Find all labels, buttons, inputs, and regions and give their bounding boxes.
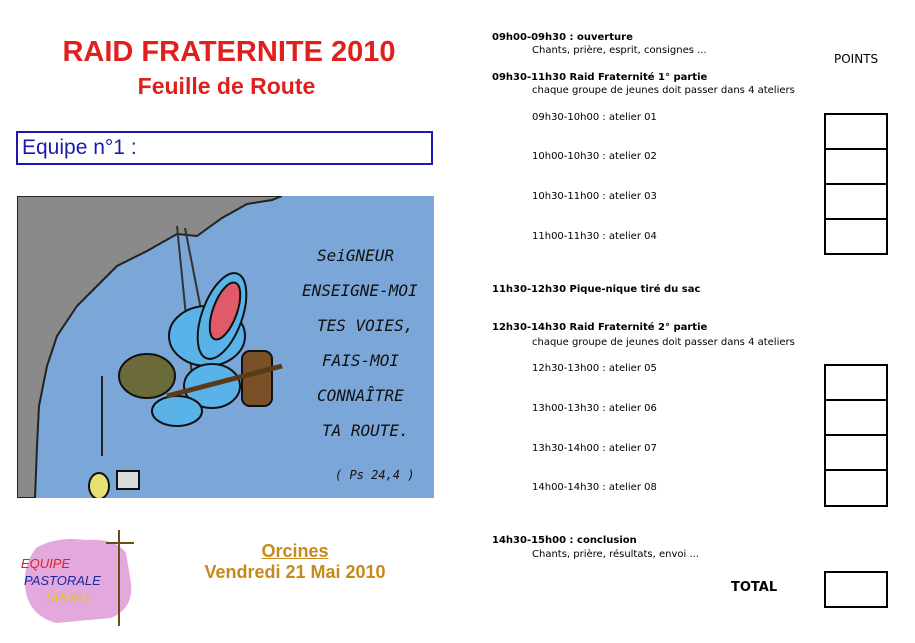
schedule-part1-desc: chaque groupe de jeunes doit passer dans 4 ateliers: [532, 85, 795, 96]
logo-text-equipe: EQUIPE: [21, 556, 71, 571]
cartoon-reference: ( Ps 24,4 ): [335, 468, 415, 482]
event-date: Vendredi 21 Mai 2010: [204, 562, 386, 582]
points-box-atelier-07[interactable]: [824, 434, 888, 471]
atelier-row: 10h30-11h00 : atelier 03: [532, 191, 657, 202]
schedule-opening-desc: Chants, prière, esprit, consignes ...: [532, 45, 707, 56]
points-header: POINTS: [834, 52, 879, 66]
points-box-atelier-03[interactable]: [824, 183, 888, 220]
team-field[interactable]: Equipe n°1 :: [16, 131, 433, 165]
page-title: RAID FRATERNITE 2010: [62, 36, 396, 68]
schedule-part1-time: 09h30-11h30 Raid Fraternité 1° partie: [492, 72, 708, 83]
schedule-conclusion-time: 14h30-15h00 : conclusion: [492, 535, 637, 546]
points-box-atelier-04[interactable]: [824, 218, 888, 255]
atelier-row: 11h00-11h30 : atelier 04: [532, 231, 657, 242]
schedule-lunch-time: 11h30-12h30 Pique-nique tiré du sac: [492, 284, 701, 295]
atelier-row: 09h30-10h00 : atelier 01: [532, 112, 657, 123]
schedule-part2-time: 12h30-14h30 Raid Fraternité 2° partie: [492, 322, 708, 333]
cartoon-illustration: [17, 196, 434, 498]
cartoon-text-line: FAIS-MOI: [322, 351, 400, 370]
points-box-atelier-05[interactable]: [824, 364, 888, 401]
atelier-row: 14h00-14h30 : atelier 08: [532, 482, 657, 493]
schedule-conclusion-desc: Chants, prière, résultats, envoi ...: [532, 549, 699, 560]
logo-text-pastorale: PASTORALE: [24, 573, 101, 588]
points-box-atelier-06[interactable]: [824, 399, 888, 436]
schedule-part2-desc: chaque groupe de jeunes doit passer dans 4 ateliers: [532, 337, 795, 348]
points-box-atelier-02[interactable]: [824, 148, 888, 185]
cartoon-text-line: SeiGNEUR: [317, 246, 395, 265]
total-points-box[interactable]: [824, 571, 888, 608]
schedule-opening-time: 09h00-09h30 : ouverture: [492, 32, 633, 43]
event-place: Orcines: [261, 541, 329, 561]
atelier-row: 13h30-14h00 : atelier 07: [532, 443, 657, 454]
atelier-row: 13h00-13h30 : atelier 06: [532, 403, 657, 414]
cartoon-text-line: CONNAÎTRE: [317, 386, 404, 405]
pastorale-logo: [16, 528, 141, 628]
logo-text-sport: SPORT: [46, 590, 91, 605]
cartoon-text-line: TES VOIES,: [317, 316, 414, 335]
points-box-atelier-08[interactable]: [824, 469, 888, 507]
total-label: TOTAL: [731, 580, 778, 595]
points-box-atelier-01[interactable]: [824, 113, 888, 150]
cartoon-text-line: ENSEIGNE-MOI: [302, 281, 418, 300]
page-subtitle: Feuille de Route: [137, 73, 316, 99]
atelier-row: 12h30-13h00 : atelier 05: [532, 363, 657, 374]
event-location-date: [180, 541, 410, 583]
atelier-row: 10h00-10h30 : atelier 02: [532, 151, 657, 162]
cartoon-text-line: TA ROUTE.: [322, 421, 409, 440]
